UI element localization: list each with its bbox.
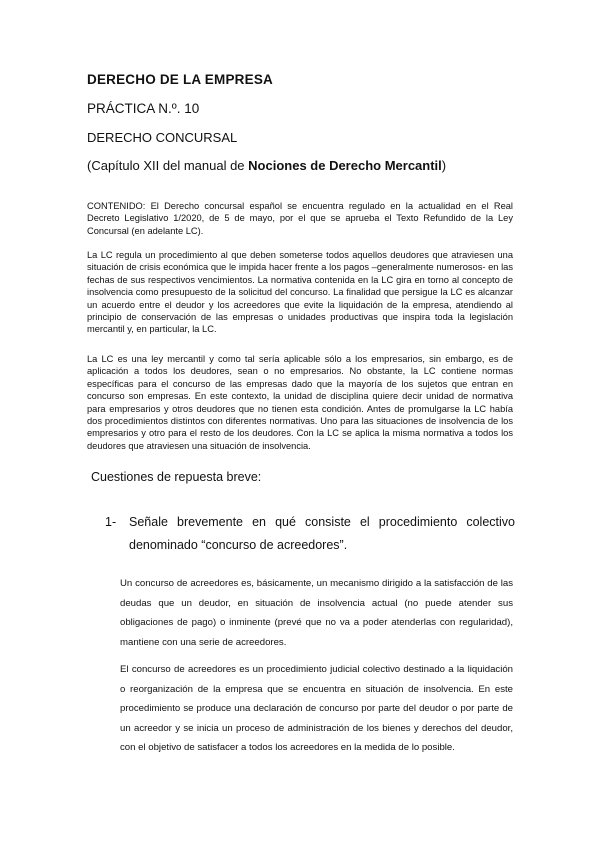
question-item	[105, 511, 515, 557]
practica-number: PRÁCTICA N.º. 10	[87, 101, 200, 116]
paragraph-contenido: CONTENIDO: El Derecho concursal español se encuentra regulado en la actualidad en el Real Decreto Legislativo 1/2020, de 5 de mayo, por el que se aprueba el Texto Refundido de la Ley Concursal (en adelante LC).	[87, 201, 513, 236]
answer-paragraph: Un concurso de acreedores es, básicamente, un mecanismo dirigido a la satisfacción de las deudas que un deudor, en situación de insolvencia actual (no puede atender sus obligaciones de pago) o inminente (prevé que no va a poder atenderlas con regularidad), mantiene con una serie de acreedores.	[120, 578, 513, 648]
document-title: DERECHO DE LA EMPRESA	[87, 72, 273, 87]
question-number: 1-	[105, 515, 117, 529]
chapter-suffix: )	[441, 158, 447, 173]
questions-heading: Cuestiones de repuesta breve:	[91, 470, 262, 484]
chapter-book-title: Nociones de Derecho Mercantil	[248, 158, 442, 173]
paragraph-scope: La LC es una ley mercantil y como tal sería aplicable sólo a los empresarios, sin embargo, es de aplicación a todos los deudores, sean o no empresarios. No obstante, la LC contiene normas específicas para el concurso de las empresas dado que la mayoría de los sujetos que entran en concurso son empresas. En este contexto, la unidad de disciplina quiere decir unidad de normativa para empresarios y otros deudores que no tienen esta condición. Antes de promulgarse la LC había dos procedimientos distintos con diferentes normativas. Uno para las situaciones de insolvencia de los empresarios y otro para el resto de los deudores. Con la LC se aplica la misma normativa a todos los deudores que atraviesen una situación de insolvencia.	[87, 354, 513, 451]
answer-paragraph: El concurso de acreedores es un procedimiento judicial colectivo destinado a la liquidación o reorganización de la empresa que se encuentra en situación de insolvencia. En este procedimiento se produce una declaración de concurso por parte del deudor o por parte de un acreedor y se inicia un proceso de administración de los bienes y derechos del deudor, con el objetivo de satisfacer a todos los acreedores en la medida de lo posible.	[120, 664, 513, 754]
subject-title: DERECHO CONCURSAL	[87, 130, 238, 145]
paragraph-regulation: La LC regula un procedimiento al que deben someterse todos aquellos deudores que atraviesen una situación de crisis económica que le impida hacer frente a los pagos –generalmente numerosos- en las fechas de sus respectivos vencimientos. La normativa contenida en la LC gira en torno al concepto de insolvencia como presupuesto de la solicitud del concurso. La finalidad que persigue la LC es alcanzar un acuerdo entre el deudor y los acreedores que evite la liquidación de la empresa, atendiendo al principio de conservación de las empresas o unidades productivas que inspira toda la legislación mercantil y, en particular, la LC.	[87, 250, 513, 335]
chapter-prefix: (Capítulo XII del manual de	[87, 158, 249, 173]
question-text: Señale brevemente en qué consiste el procedimiento colectivo denominado “concurso de acreedores”.	[129, 515, 515, 552]
chapter-reference	[87, 158, 446, 173]
